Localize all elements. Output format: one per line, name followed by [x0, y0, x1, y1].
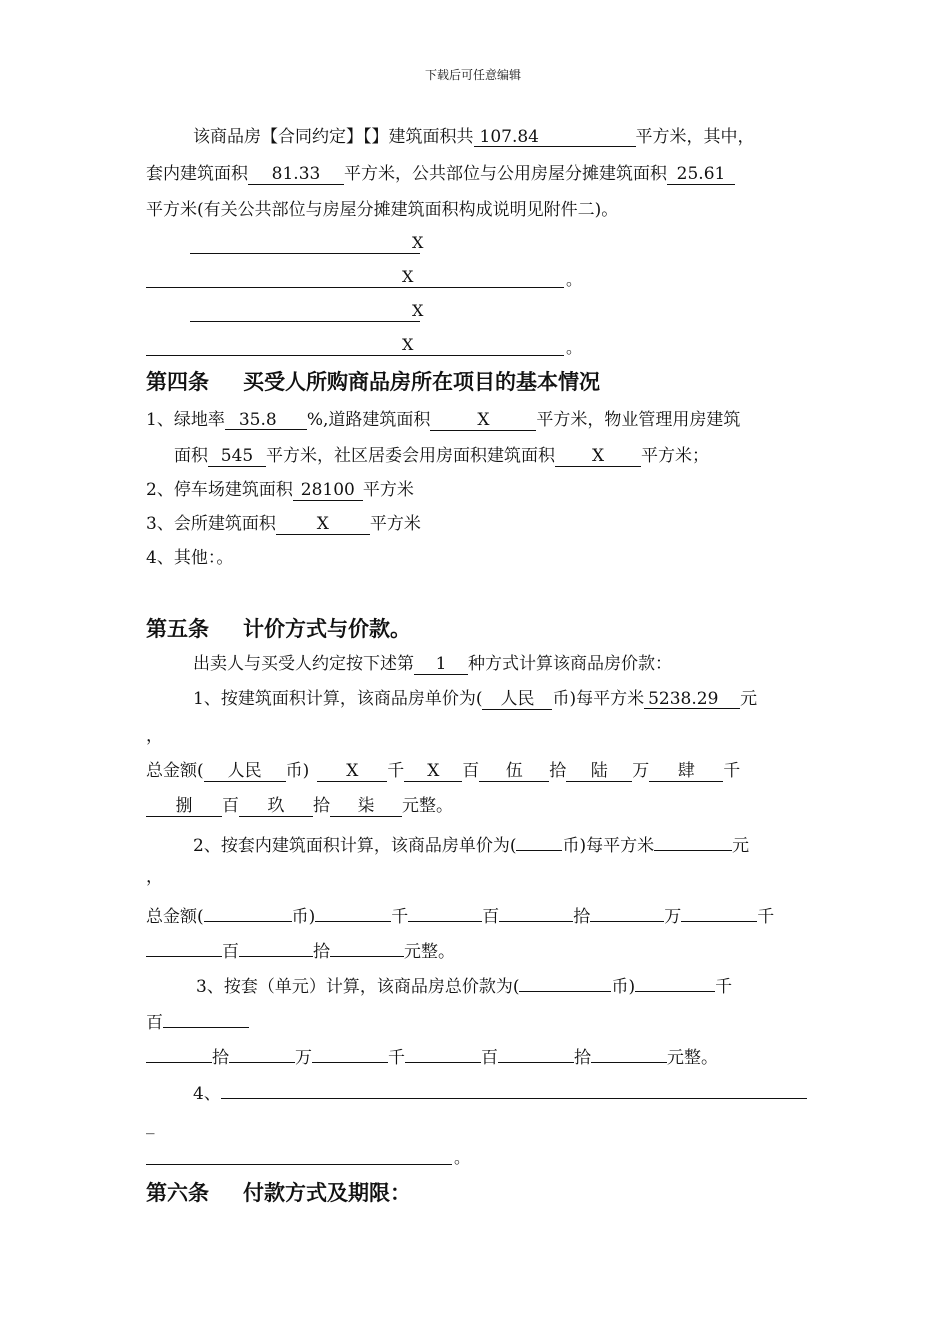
method-intro-text: 出卖人与买受人约定按下述第: [193, 654, 414, 674]
method-2-comma: ，: [146, 867, 163, 887]
area-note-text: 平方米(有关公共部位与房屋分摊建筑面积构成说明见附件二)。: [146, 200, 619, 220]
mgmt-area-label: 面积: [174, 446, 208, 466]
m3-unit-bai-2: 百: [481, 1048, 498, 1068]
m2-unit-yuan-zheng: 元整。: [404, 942, 455, 962]
method-2-unit-label: 币)每平方米: [562, 836, 655, 856]
m3-unit-qian: 千: [715, 977, 733, 997]
article-4-title: 买受人所购商品房所在项目的基本情况: [243, 370, 600, 394]
article-5-title: 计价方式与价款。: [243, 617, 411, 641]
unit-price-value: 5238.29: [644, 689, 740, 709]
inner-area-label: 套内建筑面积: [146, 164, 248, 184]
parking-area-unit: 平方米: [362, 480, 414, 500]
method-2-unit-price: [654, 830, 732, 851]
unit-shi: 拾: [313, 796, 330, 816]
method-2-currency: [516, 830, 562, 851]
green-rate-value: 35.8: [225, 410, 307, 430]
m2-total-label: 总金额(: [146, 907, 204, 927]
m2-digit-ten-thousand: [590, 901, 664, 922]
method-1-total-line-2: [146, 795, 453, 817]
method-1-comma: ，: [146, 726, 163, 746]
method-2-line: [193, 830, 749, 857]
total-currency-unit: 币): [285, 761, 310, 781]
total-amount-label: 总金额(: [146, 761, 204, 781]
blank-end-4: 。: [566, 338, 583, 357]
art4-item-2: [146, 479, 414, 501]
article-5-heading: [146, 616, 411, 642]
method-2-total-line: [146, 901, 774, 928]
article-4-heading: [146, 369, 600, 395]
m2-digit-thousand: [681, 901, 757, 922]
shared-area-value: 25.61: [667, 164, 735, 185]
parking-area-value: 28100: [293, 480, 363, 501]
shared-area-label: 平方米，公共部位与公用房屋分摊建筑面积: [344, 164, 667, 184]
m2-total-currency-unit: 币): [291, 907, 316, 927]
method-2-yuan: 元: [732, 836, 750, 856]
method-2-total-line-2: [146, 936, 455, 963]
m2-unit-qian-2: 千: [757, 907, 775, 927]
unit-yuan-zheng: 元整。: [402, 796, 453, 816]
club-area-unit: 平方米: [369, 514, 421, 534]
digit-ten-thousand: 陆: [566, 761, 632, 782]
method-1-currency: 人民: [482, 689, 552, 710]
committee-area-value: X: [555, 446, 641, 467]
m3-digit-million: [163, 1007, 249, 1028]
unit-bai: 百: [222, 796, 239, 816]
total-area-value: 107.84: [474, 127, 636, 147]
m2-digit-ten: [239, 936, 313, 957]
m3-digit-thousand: [312, 1042, 388, 1063]
method-4-line: [193, 1078, 807, 1105]
blank-line-2: [146, 287, 564, 288]
unit-bai-wan: 百: [462, 761, 480, 781]
page-header: 下载后可任意编辑: [425, 68, 522, 82]
digit-ten-million: X: [317, 761, 387, 782]
m3-unit-shi: 拾: [212, 1048, 229, 1068]
method-3-line-3: [146, 1042, 718, 1069]
unit-qian-wan: 千: [387, 761, 405, 781]
method-3-label: 3、按套（单元）计算，该商品房总价款为(: [196, 977, 520, 997]
method-3-currency-unit: 币): [611, 977, 636, 997]
blank-mark-1: X: [412, 233, 424, 252]
area-line-1: [193, 126, 755, 148]
inner-area-value: 81.33: [248, 164, 344, 185]
m2-unit-shi: 拾: [573, 907, 591, 927]
method-1-total-line: [146, 760, 740, 782]
blank-line-1: [190, 253, 420, 254]
method-2-label: 2、按套内建筑面积计算，该商品房单价为(: [193, 836, 517, 856]
art4-item-3: [146, 513, 421, 535]
m2-unit-wan: 万: [664, 907, 682, 927]
m3-unit-bai: 百: [146, 1013, 163, 1033]
art4-item-1: [146, 409, 740, 431]
m2-unit-bai: 百: [482, 907, 500, 927]
total-currency: 人民: [204, 761, 286, 782]
unit-price-yuan: 元: [740, 689, 758, 709]
unit-qian: 千: [723, 761, 741, 781]
digit-ten: 玖: [239, 796, 313, 817]
article-6-number: 第六条: [146, 1181, 209, 1205]
blank-mark-2: X: [402, 267, 414, 286]
method-4-dash: _: [146, 1115, 155, 1135]
other-label: 4、其他：。: [146, 548, 234, 568]
method-4-blank: [221, 1078, 807, 1099]
area-intro-text: 该商品房【合同约定】【】建筑面积共: [193, 127, 474, 147]
m3-unit-qian-2: 千: [388, 1048, 405, 1068]
m2-unit-shi-2: 拾: [313, 942, 330, 962]
method-3-line: [196, 971, 732, 998]
method-3-currency: [519, 971, 611, 992]
digit-one: 柒: [330, 796, 402, 817]
area-unit-text: 平方米，其中，: [635, 127, 755, 147]
digit-million: X: [404, 761, 462, 782]
blank-mark-3: X: [412, 301, 424, 320]
unit-wan: 万: [632, 761, 650, 781]
method-3-line-2: [146, 1007, 249, 1034]
mgmt-area-value: 545: [208, 446, 266, 467]
method-4-end: 。: [454, 1148, 471, 1167]
blank-end-2: 。: [566, 270, 583, 289]
method-1-unit-label: 币)每平方米: [552, 689, 645, 709]
art5-intro: [193, 653, 672, 675]
area-line-3: [146, 199, 618, 221]
m2-unit-bai-2: 百: [222, 942, 239, 962]
blank-mark-4: X: [402, 335, 414, 354]
committee-area-unit: 平方米；: [641, 446, 709, 466]
blank-line-4: [146, 355, 564, 356]
article-6-title: 付款方式及期限：: [243, 1181, 411, 1205]
green-rate-label: 1、绿地率: [146, 410, 225, 430]
digit-thousand: 肆: [649, 761, 723, 782]
m2-digit-ten-million: [315, 901, 391, 922]
digit-hundred: 捌: [146, 796, 222, 817]
m2-digit-one: [330, 936, 404, 957]
area-line-2: [146, 163, 735, 185]
method-1-label: 1、按建筑面积计算，该商品房单价为(: [193, 689, 483, 709]
art4-item-4: [146, 547, 233, 569]
m3-unit-shi-2: 拾: [574, 1048, 591, 1068]
road-area-value: X: [430, 410, 536, 431]
digit-hundred-thousand: 伍: [479, 761, 549, 782]
m3-digit-ten: [498, 1042, 574, 1063]
m2-total-currency: [204, 901, 292, 922]
m2-digit-hundred-thousand: [499, 901, 573, 922]
article-4-number: 第四条: [146, 370, 209, 394]
article-5-number: 第五条: [146, 617, 209, 641]
article-6-heading: [146, 1180, 411, 1206]
method-number: 1: [414, 654, 468, 675]
m3-unit-yuan-zheng: 元整。: [667, 1048, 718, 1068]
road-area-label: %,道路建筑面积: [306, 410, 431, 430]
m2-unit-qian: 千: [391, 907, 409, 927]
committee-area-label: 平方米，社区居委会用房面积建筑面积: [266, 446, 555, 466]
art4-item-1b: [174, 445, 709, 467]
method-4-label: 4、: [193, 1084, 221, 1104]
m3-digit-hundred: [405, 1042, 481, 1063]
club-area-value: X: [276, 514, 370, 535]
mgmt-label: 平方米，物业管理用房建筑: [536, 410, 741, 430]
method-1-line: [193, 688, 757, 710]
m3-digit-hundred-thousand: [146, 1042, 212, 1063]
m2-digit-million: [408, 901, 482, 922]
unit-shi-wan: 拾: [549, 761, 567, 781]
blank-line-3: [190, 321, 420, 322]
m2-digit-hundred: [146, 936, 222, 957]
method-4-blank-line: [146, 1164, 452, 1165]
club-area-label: 3、会所建筑面积: [146, 514, 276, 534]
m3-digit-one: [591, 1042, 667, 1063]
parking-area-label: 2、停车场建筑面积: [146, 480, 293, 500]
method-intro-end: 种方式计算该商品房价款：: [468, 654, 672, 674]
m3-unit-wan: 万: [295, 1048, 312, 1068]
m3-digit-ten-million: [635, 971, 715, 992]
m3-digit-ten-thousand: [229, 1042, 295, 1063]
